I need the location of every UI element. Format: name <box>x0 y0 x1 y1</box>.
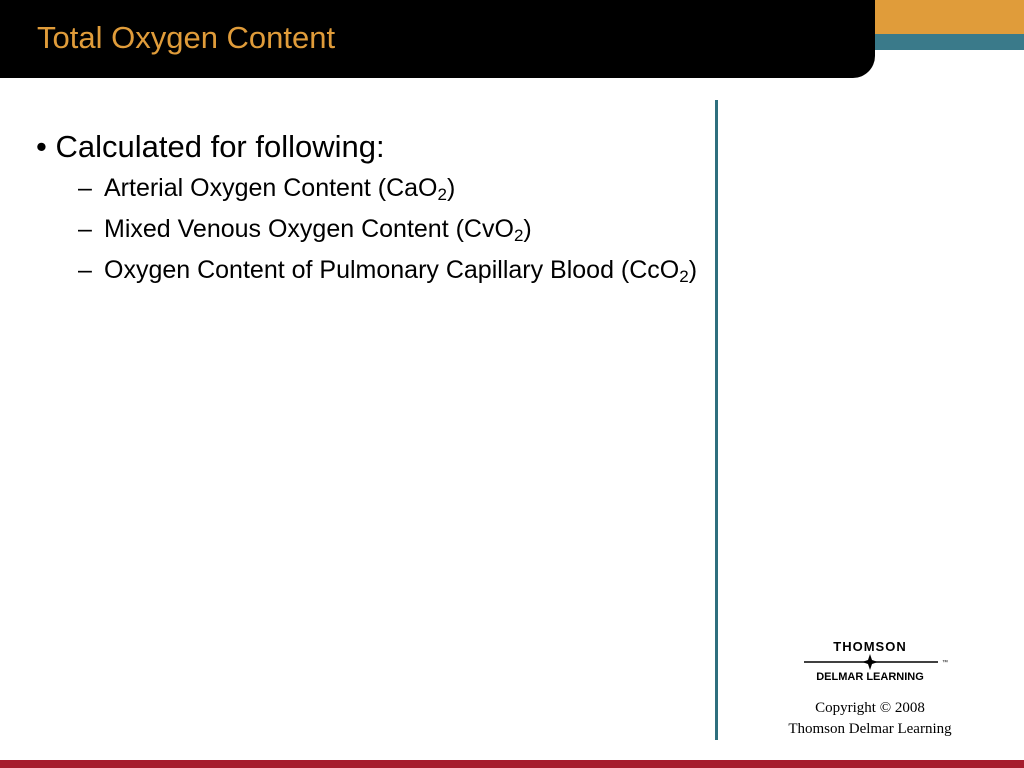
dash-marker: – <box>78 215 92 243</box>
slide-content <box>36 126 706 295</box>
thomson-delmar-logo <box>800 638 960 684</box>
copyright-notice <box>760 698 980 740</box>
bullet-marker: • <box>36 129 47 164</box>
sub-bullet-text: Arterial Oxygen Content (CaO <box>104 174 438 202</box>
logo-line2: DELMAR LEARNING <box>816 671 924 683</box>
main-bullet <box>36 126 706 168</box>
sub-bullet-mixed-venous <box>78 213 706 246</box>
closing-paren: ) <box>523 215 532 243</box>
copyright-line2: Thomson Delmar Learning <box>788 721 952 737</box>
subscript: 2 <box>679 267 689 286</box>
header-accent-teal <box>875 34 1024 50</box>
bottom-bar <box>0 760 1024 768</box>
subscript: 2 <box>513 226 524 245</box>
sub-bullet-text: Oxygen Content of Pulmonary Capillary Blood (CcO <box>104 256 680 284</box>
dash-marker: – <box>78 256 92 284</box>
vertical-divider <box>715 100 718 740</box>
dash-marker: – <box>78 174 92 202</box>
sub-bullet-arterial <box>78 172 706 205</box>
copyright-line1: Copyright © 2008 <box>815 700 925 716</box>
logo-line1: THOMSON <box>833 639 907 654</box>
header-accent-orange <box>875 0 1024 34</box>
slide-title: Total Oxygen Content <box>37 20 336 55</box>
logo-trademark: ™ <box>942 660 948 666</box>
subscript: 2 <box>437 185 447 204</box>
closing-paren: ) <box>446 174 456 202</box>
main-bullet-text: Calculated for following: <box>55 129 385 164</box>
sub-bullet-pulmonary-capillary <box>78 254 706 287</box>
closing-paren: ) <box>688 256 698 284</box>
star-icon <box>862 654 878 670</box>
sub-bullet-text: Mixed Venous Oxygen Content (CvO <box>104 215 514 243</box>
sub-bullet-list <box>36 172 706 287</box>
